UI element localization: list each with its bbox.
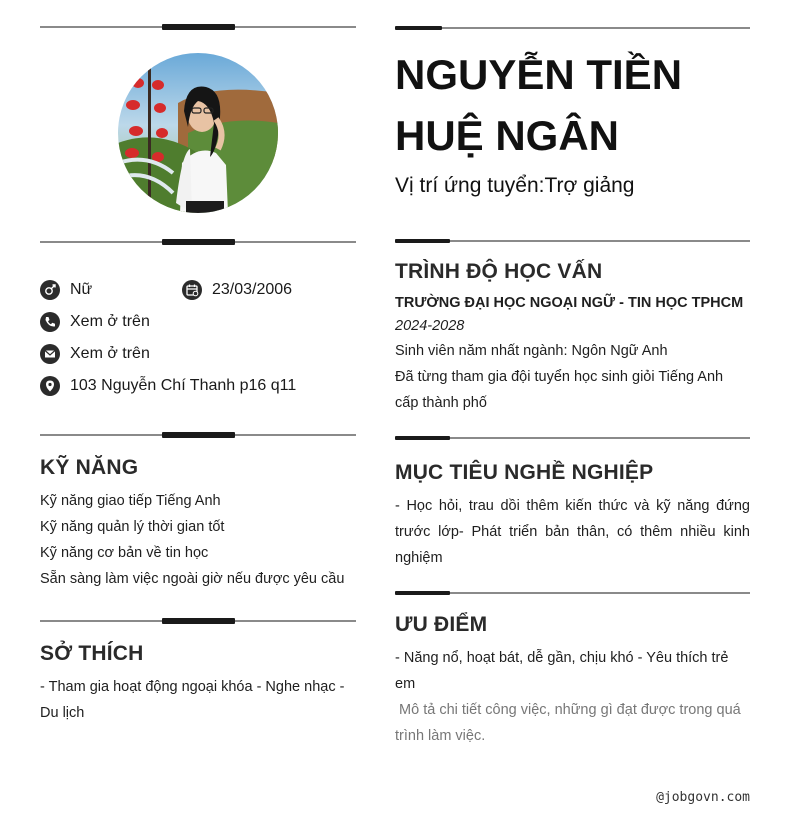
phone-value: Xem ở trên [70,313,150,330]
candidate-name: NGUYỄN TIỀN HUỆ NGÂN [395,51,683,159]
email-value: Xem ở trên [70,345,150,362]
skills-title: KỸ NĂNG [40,456,139,479]
education-detail: Sinh viên năm nhất ngành: Ngôn Ngữ Anh [395,343,668,359]
objective-text: - Học hỏi, trau dồi thêm kiến thức và kỹ năng đứng trước lớp- Phát triển bản thân, có thêm nhiều kinh nghiệm [395,498,750,566]
gender-icon [40,280,60,300]
divider-top-left [40,26,356,28]
skill-item: Kỹ năng quản lý thời gian tốt [40,519,225,535]
skill-item: Kỹ năng cơ bản về tin học [40,545,209,561]
address-value: 103 Nguyễn Chí Thanh p16 q11 [70,377,297,394]
divider-left-2 [40,241,356,243]
skill-item: Sẵn sàng làm việc ngoài giờ nếu được yêu cầu [40,571,345,587]
phone-icon [40,312,60,332]
divider-top-right [395,27,750,29]
strengths-text: - Năng nổ, hoạt bát, dễ gần, chịu khó - Yêu thích trẻ em [395,650,729,692]
divider-right-3 [395,437,750,439]
calendar-icon [182,280,202,300]
strengths-placeholder: Mô tả chi tiết công việc, những gì đạt được trong quá trình làm việc. [395,702,745,744]
education-title: TRÌNH ĐỘ HỌC VẤN [395,260,603,283]
divider-left-3 [40,434,356,436]
divider-left-4 [40,620,356,622]
birthday-value: 23/03/2006 [212,281,293,298]
skill-item: Kỹ năng giao tiếp Tiếng Anh [40,493,221,509]
avatar [118,53,278,213]
position-applied: Vị trí ứng tuyển:Trợ giảng [395,174,635,197]
education-period: 2024-2028 [395,318,465,334]
strengths-title: ƯU ĐIỂM [395,613,488,636]
school-name: TRƯỜNG ĐẠI HỌC NGOẠI NGỮ - TIN HỌC TPHCM [395,295,744,311]
location-pin-icon [40,376,60,396]
education-detail: Đã từng tham gia đội tuyển học sinh giỏi Tiếng Anh cấp thành phố [395,369,724,411]
divider-right-4 [395,592,750,594]
footer-watermark: @jobgovn.com [656,790,750,805]
hobbies-title: SỞ THÍCH [40,642,144,665]
mail-icon [40,344,60,364]
gender-value: Nữ [70,281,93,298]
objective-title: MỤC TIÊU NGHỀ NGHIỆP [395,461,654,484]
avatar-photo [118,53,278,213]
hobbies-text: - Tham gia hoạt động ngoại khóa - Nghe nhạc - Du lịch [40,679,345,721]
divider-right-2 [395,240,750,242]
